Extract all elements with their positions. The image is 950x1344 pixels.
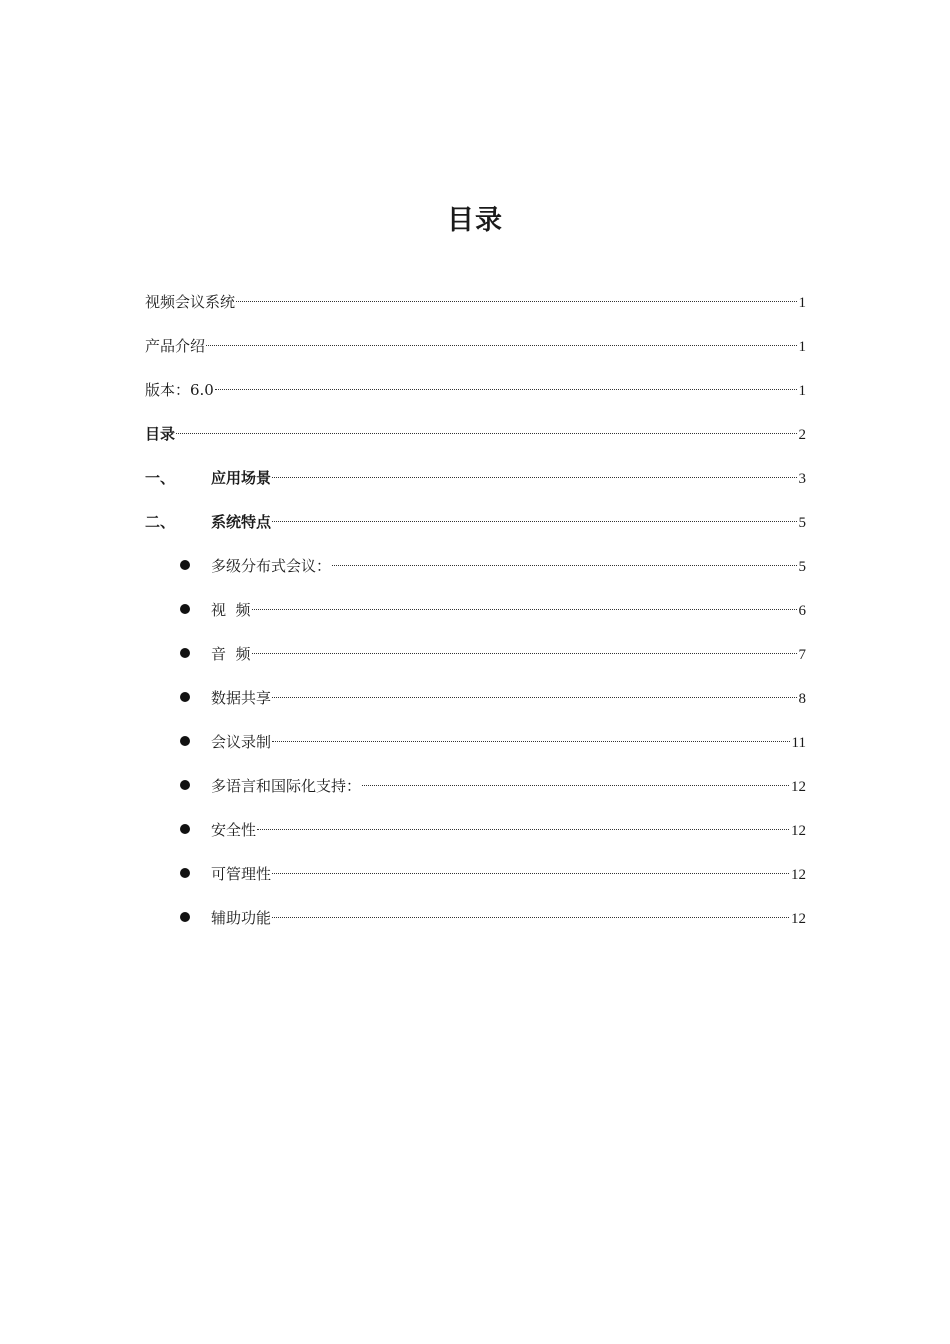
bullet-icon (180, 736, 190, 746)
toc-entry[interactable] (145, 377, 806, 421)
toc-page-number: 1 (798, 339, 806, 355)
toc-page-number: 7 (798, 647, 806, 663)
toc-entry-text: 辅助功能 (211, 909, 272, 927)
toc-entry[interactable] (145, 817, 806, 861)
toc-entry[interactable] (145, 905, 806, 949)
bullet-icon (180, 692, 190, 702)
toc-page-number: 5 (798, 515, 806, 531)
toc-entry-text: 系统特点 (211, 513, 272, 531)
bullet-icon (180, 648, 190, 658)
dot-leader (332, 565, 796, 566)
dot-leader (362, 785, 789, 786)
toc-entry-text: 数据共享 (211, 689, 272, 707)
toc-page-number: 8 (798, 691, 806, 707)
toc-entry[interactable] (145, 641, 806, 685)
toc-entry-text: 视频会议系统 (145, 293, 236, 311)
toc-entry-text: 视 频 (211, 601, 251, 619)
bullet-icon (180, 824, 190, 834)
dot-leader (272, 521, 796, 522)
toc-entry[interactable] (145, 333, 806, 377)
bullet-icon (180, 604, 190, 614)
toc-entry-text: 音 频 (211, 645, 251, 663)
dot-leader (176, 433, 796, 434)
toc-entry[interactable] (145, 509, 806, 553)
toc-page-number: 12 (791, 911, 806, 927)
toc-section-number: 二、 (145, 513, 176, 531)
toc-entry[interactable] (145, 861, 806, 905)
dot-leader (252, 653, 797, 654)
dot-leader (257, 829, 789, 830)
dot-leader (272, 741, 790, 742)
dot-leader (236, 301, 796, 302)
toc-entry[interactable] (145, 729, 806, 773)
dot-leader (272, 873, 789, 874)
table-of-contents (145, 289, 806, 949)
toc-page-number: 1 (798, 295, 806, 311)
toc-page-number: 6 (798, 603, 806, 619)
toc-entry-text: 版本：6.0 (145, 381, 214, 399)
toc-page-number: 12 (791, 823, 806, 839)
toc-page-number: 5 (798, 559, 806, 575)
toc-entry-text: 应用场景 (211, 469, 272, 487)
toc-entry[interactable] (145, 465, 806, 509)
toc-entry-text: 可管理性 (211, 865, 272, 883)
dot-leader (206, 345, 796, 346)
dot-leader (272, 697, 796, 698)
toc-entry-text: 会议录制 (211, 733, 272, 751)
toc-entry-text: 目录 (145, 425, 176, 443)
toc-entry[interactable] (145, 421, 806, 465)
toc-entry-text: 产品介绍 (145, 337, 206, 355)
bullet-icon (180, 912, 190, 922)
bullet-icon (180, 780, 190, 790)
toc-entry-text: 安全性 (211, 821, 257, 839)
toc-entry[interactable] (145, 553, 806, 597)
toc-page-number: 11 (791, 735, 806, 751)
dot-leader (252, 609, 797, 610)
toc-page-number: 1 (798, 383, 806, 399)
page-title: 目录 (447, 205, 503, 236)
dot-leader (272, 477, 796, 478)
toc-entry-text: 多级分布式会议： (211, 557, 332, 575)
dot-leader (272, 917, 789, 918)
toc-section-number: 一、 (145, 469, 176, 487)
toc-entry[interactable] (145, 289, 806, 333)
toc-page-number: 2 (798, 427, 806, 443)
toc-entry-text: 多语言和国际化支持： (211, 777, 362, 795)
toc-page-number: 3 (798, 471, 806, 487)
toc-entry[interactable] (145, 773, 806, 817)
toc-page-number: 12 (791, 779, 806, 795)
dot-leader (215, 389, 797, 390)
bullet-icon (180, 868, 190, 878)
toc-page-number: 12 (791, 867, 806, 883)
toc-entry[interactable] (145, 597, 806, 641)
bullet-icon (180, 560, 190, 570)
toc-entry[interactable] (145, 685, 806, 729)
